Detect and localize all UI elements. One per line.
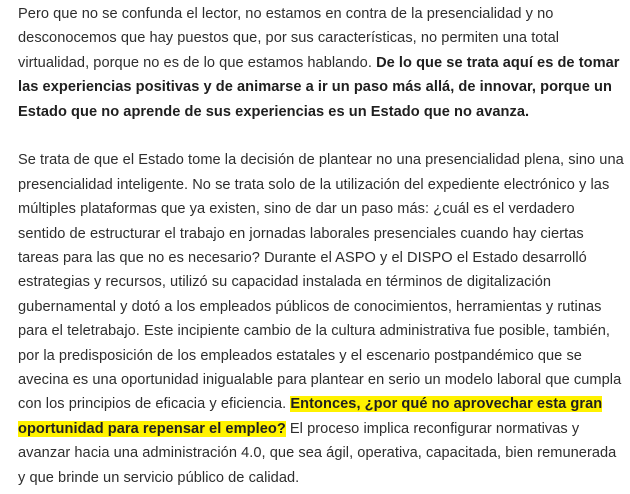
highlighted-question: Entonces, ¿por qué no aprovechar esta gran oportunidad para repensar el empleo? xyxy=(18,396,603,437)
paragraph xyxy=(18,148,624,490)
bold-statement: De lo que se trata aquí es de tomar las experiencias positivas y de animarse a ir un paso más allá, de innovar, porque un Estado que no aprende de sus experiencias es un Estado que no avanza. xyxy=(18,54,620,120)
paragraph-text: Pero que no se confunda el lector, no estamos en contra de la presencialidad y no desconocemos que hay puestos que, por sus características, no permiten una total virtualidad, porque no es de lo que estamos hablando. xyxy=(18,6,560,71)
paragraph-text: El proceso implica reconfigurar normativas y avanzar hacia una administración 4.0, que sea ágil, operativa, capacitada, bien remunerada y que brinde un servicio público de calidad. xyxy=(18,420,617,486)
paragraph xyxy=(18,2,624,124)
paragraph-text: Se trata de que el Estado tome la decisión de plantear no una presencialidad plena, sino una presencialidad inteligente. No se trata solo de la utilización del expediente electrónico y las múltiples plataformas que ya existen, sino de dar un paso más: ¿cuál es el verdadero sentido de estructurar el trabajo en jornadas laborales presenciales cuando hay ciertas tareas para las que no es necesario? Durante el ASPO y el DISPO el Estado desarrolló estrategias y recursos, utilizó su capacidad instalada en términos de digitalización gubernamental y dotó a los empleados públicos de conocimientos, herramientas y rutinas para el teletrabajo. Este incipiente cambio de la cultura administrativa fue posible, también, por la predisposición de los empleados estatales y el escenario postpandémico que se avecina es una oportunidad inigualable para plantear en serio un modelo laboral que cumpla con los principios de eficacia y eficiencia. xyxy=(18,152,624,413)
